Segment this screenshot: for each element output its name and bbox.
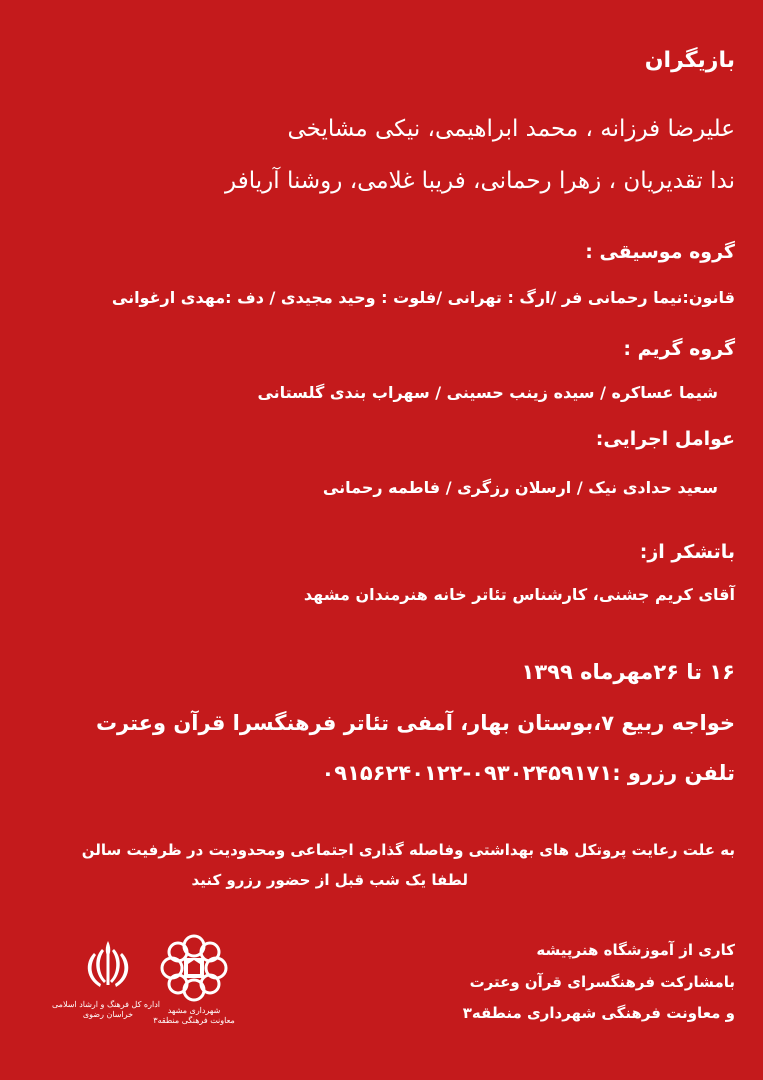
event-address: خواجه ربیع ۷،بوستان بهار، آمفی تئاتر فرهنگسرا قرآن وعترت — [95, 711, 735, 735]
iran-emblem-icon — [80, 937, 136, 993]
crew-heading: عوامل اجرایی: — [595, 428, 735, 450]
ministry-logo — [80, 937, 136, 993]
cast-heading: بازیگران — [644, 48, 735, 73]
notice-line-1: به علت رعایت پروتکل های بهداشتی وفاصله گذاری اجتماعی ومحدودیت در ظرفیت سالن — [81, 841, 735, 859]
notice-line-2: لطفا یک شب قبل از حضور رزرو کنید — [191, 871, 468, 889]
crew-members: سعید حدادی نیک / ارسلان رزگری / فاطمه رحمانی — [322, 478, 718, 497]
thanks-text: آقای کریم جشنی، کارشناس تئاتر خانه هنرمندان مشهد — [303, 585, 735, 604]
ministry-caption-2: خراسان رضوی — [82, 1010, 134, 1020]
ministry-caption — [52, 1000, 160, 1021]
thanks-heading: باتشکر از: — [639, 541, 735, 563]
municipality-caption-1: شهرداری مشهد — [167, 1006, 221, 1015]
event-dates: ۱۶ تا ۲۶مهرماه ۱۳۹۹ — [521, 660, 735, 684]
ministry-caption-1: اداره کل فرهنگ و ارشاد اسلامی — [52, 1000, 160, 1009]
cast-line-2: ندا تقدیریان ، زهرا رحمانی، فریبا غلامی، روشنا آریافر — [225, 168, 735, 194]
makeup-heading: گروه گریم : — [623, 338, 735, 360]
music-members: قانون:نیما رحمانی فر /ارگ : تهرانی /فلوت : وحید مجیدی / دف :مهدی ارغوانی — [111, 288, 735, 307]
credits-line-3: و معاونت فرهنگی شهرداری منطقه۳ — [462, 1004, 735, 1022]
municipality-knot-icon — [158, 932, 230, 1004]
municipality-logo — [158, 932, 230, 1004]
event-phone: تلفن رزرو :۰۹۳۰۲۴۵۹۱۷۱-۰۹۱۵۶۲۴۰۱۲۲ — [321, 761, 735, 785]
cast-line-1: علیرضا فرزانه ، محمد ابراهیمی، نیکی مشایخی — [287, 116, 735, 142]
municipality-caption-2: معاونت فرهنگی منطقه۳ — [153, 1016, 235, 1026]
credits-line-2: بامشارکت فرهنگسرای قرآن وعترت — [469, 973, 735, 991]
music-heading: گروه موسیقی : — [585, 241, 735, 263]
makeup-members: شیما عساکره / سیده زینب حسینی / سهراب بندی گلستانی — [257, 383, 718, 402]
credits-line-1: کاری از آموزشگاه هنرپیشه — [536, 941, 735, 959]
